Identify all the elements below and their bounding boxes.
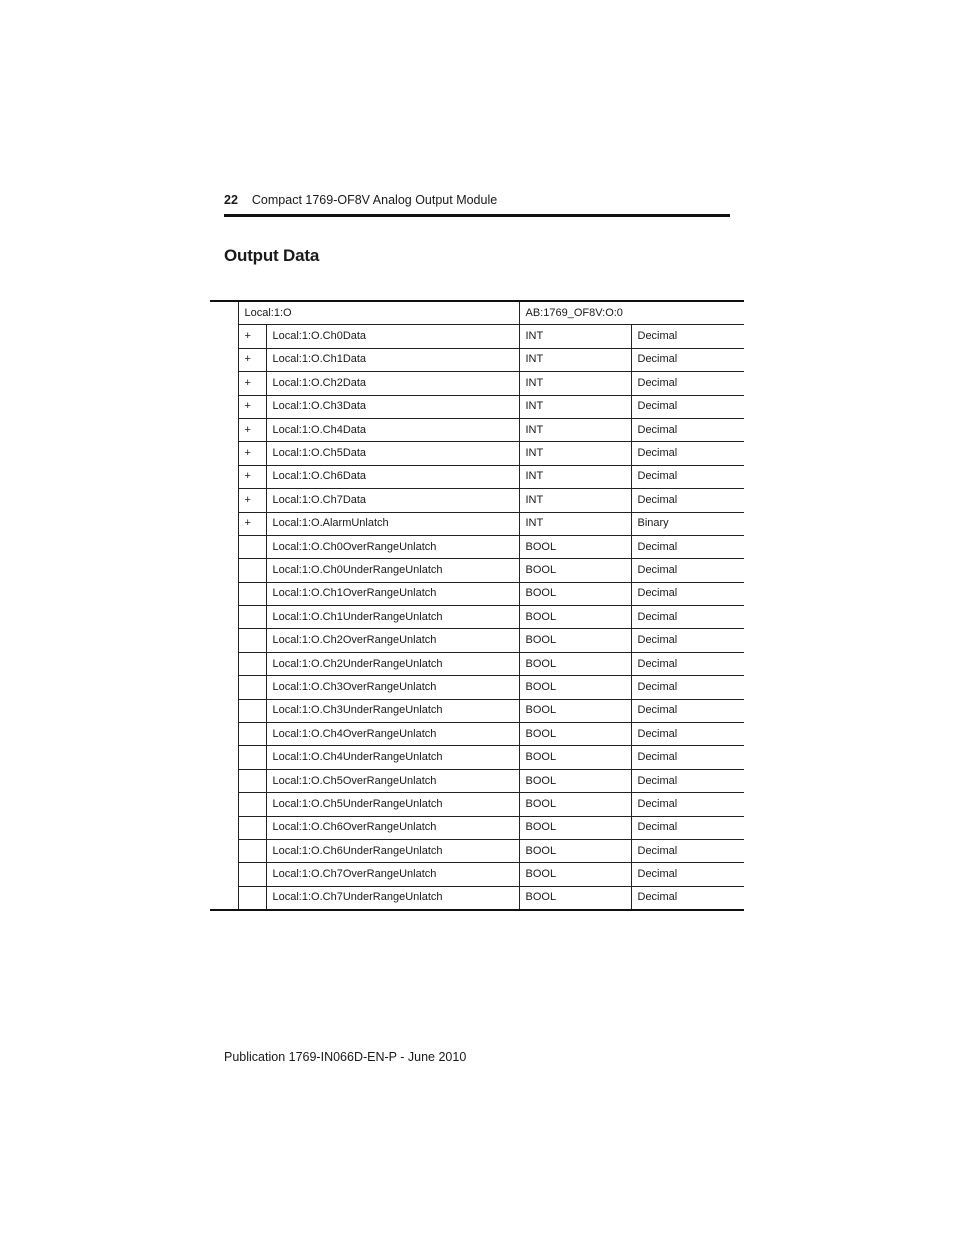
data-type-cell: INT — [519, 489, 631, 512]
tag-name-cell: Local:1:O.Ch0OverRangeUnlatch — [266, 535, 519, 558]
table-row — [210, 769, 744, 792]
table-row — [210, 863, 744, 886]
tag-name-cell: Local:1:O.Ch6OverRangeUnlatch — [266, 816, 519, 839]
expand-toggle — [238, 793, 266, 816]
expand-toggle — [238, 769, 266, 792]
page-number: 22 — [224, 193, 238, 207]
data-type-cell: BOOL — [519, 559, 631, 582]
expand-toggle — [238, 746, 266, 769]
running-header — [224, 193, 497, 207]
style-cell: Decimal — [631, 535, 744, 558]
tag-name-cell: Local:1:O.Ch2UnderRangeUnlatch — [266, 652, 519, 675]
tag-name-cell: Local:1:O.Ch1Data — [266, 348, 519, 371]
header-tag-cell: Local:1:O — [238, 301, 519, 325]
table-row — [210, 512, 744, 535]
data-type-cell: BOOL — [519, 582, 631, 605]
expand-toggle[interactable]: + — [238, 372, 266, 395]
expand-toggle[interactable]: + — [238, 489, 266, 512]
tag-name-cell: Local:1:O.Ch4Data — [266, 418, 519, 441]
data-type-cell: INT — [519, 442, 631, 465]
margin-cell — [210, 325, 238, 348]
margin-cell — [210, 372, 238, 395]
tag-name-cell: Local:1:O.Ch5UnderRangeUnlatch — [266, 793, 519, 816]
data-type-cell: INT — [519, 372, 631, 395]
margin-cell — [210, 886, 238, 910]
tag-name-cell: Local:1:O.Ch3Data — [266, 395, 519, 418]
margin-cell — [210, 839, 238, 862]
tag-name-cell: Local:1:O.Ch7UnderRangeUnlatch — [266, 886, 519, 910]
data-type-cell: BOOL — [519, 863, 631, 886]
data-type-cell: BOOL — [519, 676, 631, 699]
expand-toggle — [238, 676, 266, 699]
expand-toggle[interactable]: + — [238, 418, 266, 441]
table-row — [210, 582, 744, 605]
table-row — [210, 629, 744, 652]
expand-toggle — [238, 816, 266, 839]
style-cell: Decimal — [631, 839, 744, 862]
margin-cell — [210, 723, 238, 746]
style-cell: Decimal — [631, 652, 744, 675]
data-type-cell: BOOL — [519, 606, 631, 629]
data-type-cell: INT — [519, 418, 631, 441]
table-row — [210, 793, 744, 816]
expand-toggle — [238, 863, 266, 886]
margin-cell — [210, 769, 238, 792]
expand-toggle — [238, 559, 266, 582]
margin-cell — [210, 863, 238, 886]
table-row — [210, 535, 744, 558]
table-row — [210, 652, 744, 675]
table-row — [210, 325, 744, 348]
table-header-row — [210, 301, 744, 325]
table-row — [210, 395, 744, 418]
style-cell: Decimal — [631, 629, 744, 652]
style-cell: Decimal — [631, 418, 744, 441]
expand-toggle — [238, 629, 266, 652]
data-type-cell: INT — [519, 348, 631, 371]
style-cell: Decimal — [631, 816, 744, 839]
tag-name-cell: Local:1:O.Ch2Data — [266, 372, 519, 395]
data-type-cell: INT — [519, 465, 631, 488]
margin-cell — [210, 301, 238, 325]
data-type-cell: BOOL — [519, 886, 631, 910]
header-type-cell: AB:1769_OF8V:O:0 — [519, 301, 744, 325]
section-title: Output Data — [224, 246, 320, 265]
margin-cell — [210, 582, 238, 605]
expand-toggle — [238, 652, 266, 675]
style-cell: Decimal — [631, 886, 744, 910]
tag-name-cell: Local:1:O.Ch3UnderRangeUnlatch — [266, 699, 519, 722]
style-cell: Decimal — [631, 559, 744, 582]
margin-cell — [210, 793, 238, 816]
style-cell: Binary — [631, 512, 744, 535]
table-row — [210, 746, 744, 769]
expand-toggle — [238, 582, 266, 605]
margin-cell — [210, 559, 238, 582]
style-cell: Decimal — [631, 465, 744, 488]
expand-toggle — [238, 886, 266, 910]
margin-cell — [210, 348, 238, 371]
header-rule — [224, 214, 730, 217]
data-type-cell: BOOL — [519, 629, 631, 652]
table-row — [210, 699, 744, 722]
table-row — [210, 348, 744, 371]
expand-toggle — [238, 699, 266, 722]
margin-cell — [210, 395, 238, 418]
output-data-table — [210, 300, 744, 911]
margin-cell — [210, 652, 238, 675]
margin-cell — [210, 512, 238, 535]
expand-toggle — [238, 723, 266, 746]
data-type-cell: BOOL — [519, 769, 631, 792]
document-title: Compact 1769-OF8V Analog Output Module — [251, 193, 498, 207]
style-cell: Decimal — [631, 395, 744, 418]
style-cell: Decimal — [631, 372, 744, 395]
style-cell: Decimal — [631, 746, 744, 769]
margin-cell — [210, 442, 238, 465]
table-row — [210, 489, 744, 512]
publication-footer: Publication 1769-IN066D-EN-P - June 2010 — [224, 1050, 467, 1064]
table-row — [210, 886, 744, 910]
style-cell: Decimal — [631, 769, 744, 792]
table-row — [210, 465, 744, 488]
data-type-cell: BOOL — [519, 816, 631, 839]
tag-name-cell: Local:1:O.Ch0UnderRangeUnlatch — [266, 559, 519, 582]
expand-toggle — [238, 606, 266, 629]
table-row — [210, 816, 744, 839]
expand-toggle — [238, 535, 266, 558]
table-row — [210, 418, 744, 441]
margin-cell — [210, 629, 238, 652]
tag-name-cell: Local:1:O.Ch1UnderRangeUnlatch — [266, 606, 519, 629]
data-type-cell: BOOL — [519, 699, 631, 722]
tag-name-cell: Local:1:O.Ch4UnderRangeUnlatch — [266, 746, 519, 769]
tag-name-cell: Local:1:O.Ch5OverRangeUnlatch — [266, 769, 519, 792]
expand-toggle[interactable]: + — [238, 442, 266, 465]
style-cell: Decimal — [631, 793, 744, 816]
data-type-cell: BOOL — [519, 652, 631, 675]
tag-name-cell: Local:1:O.Ch5Data — [266, 442, 519, 465]
expand-toggle[interactable]: + — [238, 325, 266, 348]
data-type-cell: INT — [519, 512, 631, 535]
tag-name-cell: Local:1:O.Ch3OverRangeUnlatch — [266, 676, 519, 699]
style-cell: Decimal — [631, 582, 744, 605]
margin-cell — [210, 816, 238, 839]
table-row — [210, 676, 744, 699]
margin-cell — [210, 418, 238, 441]
tag-name-cell: Local:1:O.Ch2OverRangeUnlatch — [266, 629, 519, 652]
data-type-cell: BOOL — [519, 535, 631, 558]
style-cell: Decimal — [631, 442, 744, 465]
table-row — [210, 839, 744, 862]
tag-name-cell: Local:1:O.Ch7OverRangeUnlatch — [266, 863, 519, 886]
data-type-cell: BOOL — [519, 793, 631, 816]
style-cell: Decimal — [631, 606, 744, 629]
margin-cell — [210, 465, 238, 488]
style-cell: Decimal — [631, 348, 744, 371]
style-cell: Decimal — [631, 676, 744, 699]
style-cell: Decimal — [631, 489, 744, 512]
data-type-cell: BOOL — [519, 746, 631, 769]
tag-name-cell: Local:1:O.Ch7Data — [266, 489, 519, 512]
margin-cell — [210, 606, 238, 629]
style-cell: Decimal — [631, 325, 744, 348]
margin-cell — [210, 676, 238, 699]
style-cell: Decimal — [631, 863, 744, 886]
expand-toggle[interactable]: + — [238, 395, 266, 418]
tag-name-cell: Local:1:O.Ch1OverRangeUnlatch — [266, 582, 519, 605]
expand-toggle[interactable]: + — [238, 348, 266, 371]
tag-name-cell: Local:1:O.Ch4OverRangeUnlatch — [266, 723, 519, 746]
style-cell: Decimal — [631, 699, 744, 722]
table-body — [210, 301, 744, 910]
tag-name-cell: Local:1:O.Ch6UnderRangeUnlatch — [266, 839, 519, 862]
output-data-table-container — [210, 300, 744, 911]
data-type-cell: BOOL — [519, 723, 631, 746]
expand-toggle[interactable]: + — [238, 465, 266, 488]
data-type-cell: BOOL — [519, 839, 631, 862]
expand-toggle[interactable]: + — [238, 512, 266, 535]
data-type-cell: INT — [519, 325, 631, 348]
tag-name-cell: Local:1:O.Ch6Data — [266, 465, 519, 488]
table-row — [210, 606, 744, 629]
table-row — [210, 442, 744, 465]
margin-cell — [210, 489, 238, 512]
margin-cell — [210, 746, 238, 769]
tag-name-cell: Local:1:O.Ch0Data — [266, 325, 519, 348]
style-cell: Decimal — [631, 723, 744, 746]
data-type-cell: INT — [519, 395, 631, 418]
table-row — [210, 372, 744, 395]
margin-cell — [210, 535, 238, 558]
tag-name-cell: Local:1:O.AlarmUnlatch — [266, 512, 519, 535]
table-row — [210, 559, 744, 582]
table-row — [210, 723, 744, 746]
expand-toggle — [238, 839, 266, 862]
margin-cell — [210, 699, 238, 722]
